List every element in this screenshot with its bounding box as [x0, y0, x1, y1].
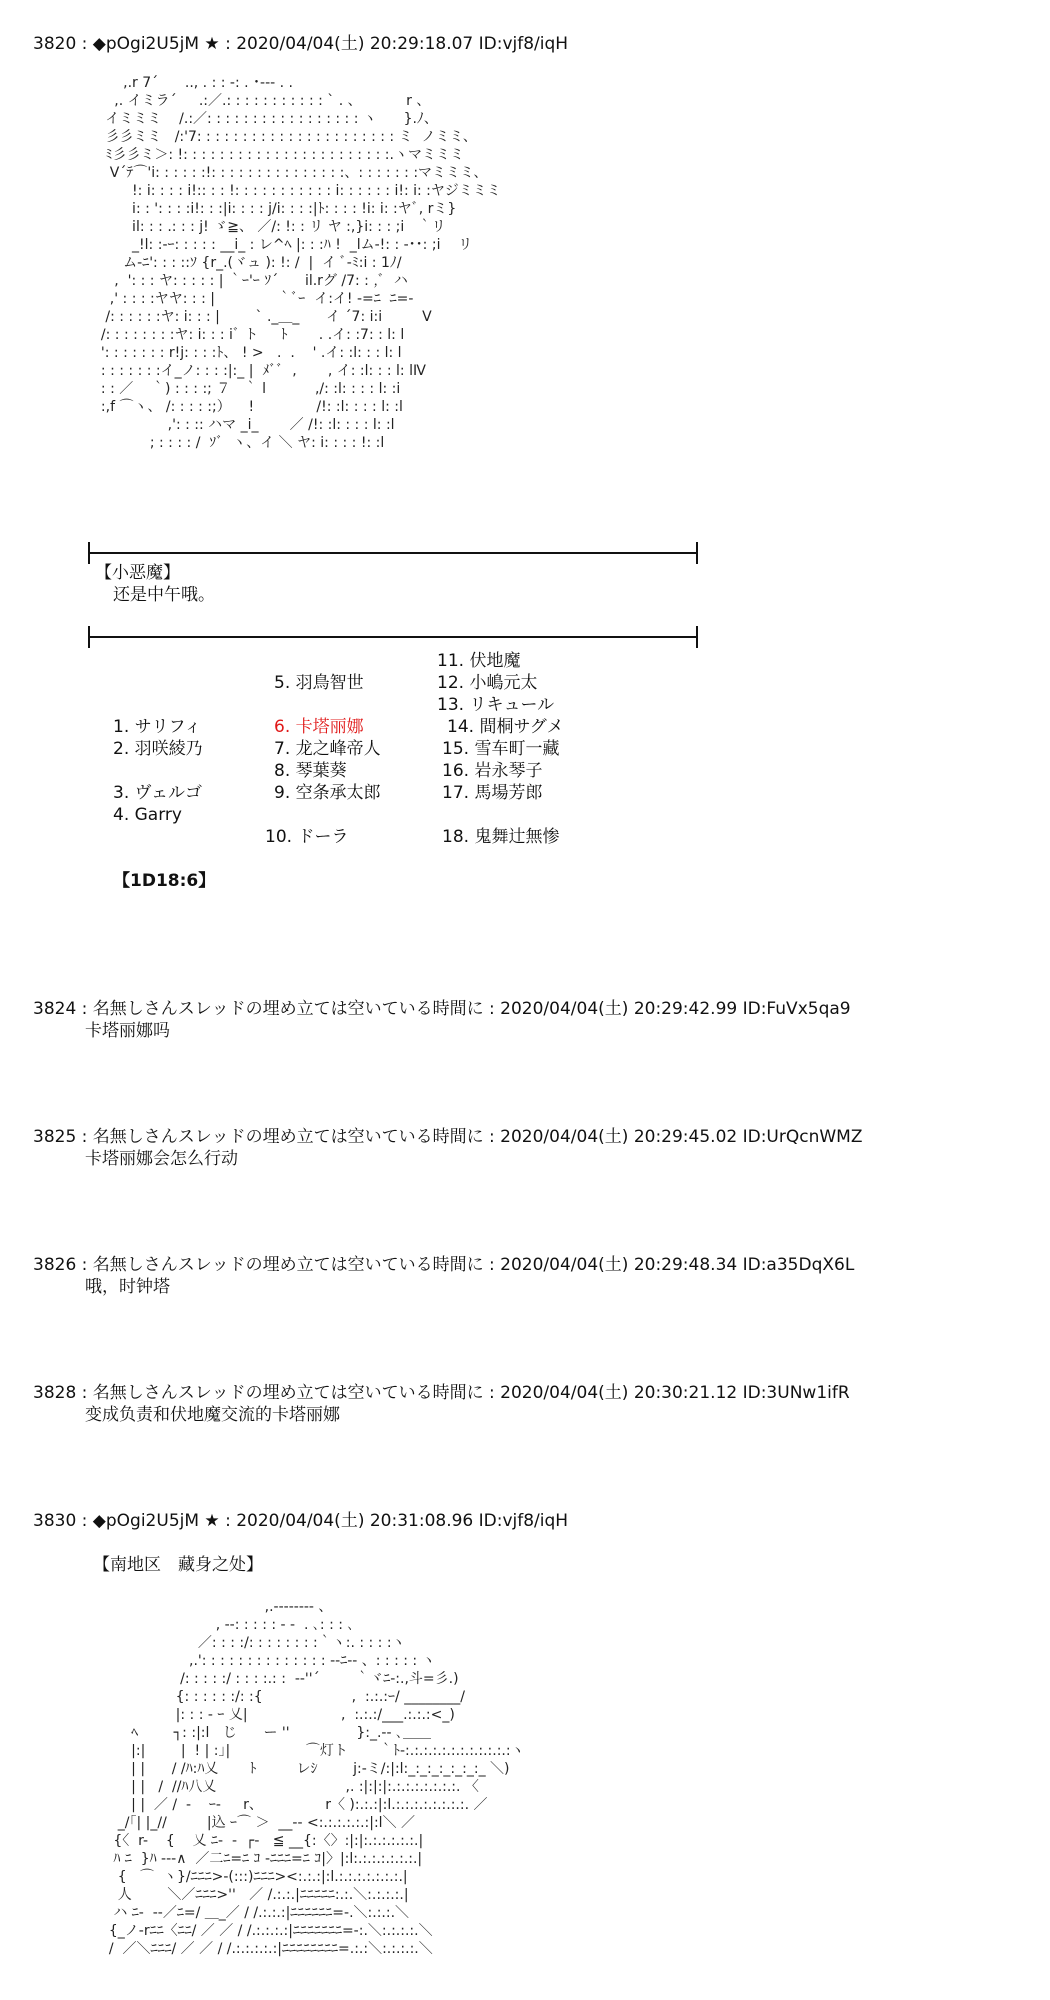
divider-bottom — [88, 636, 698, 638]
divider-top-left-tick — [88, 542, 90, 564]
choice-item: 17. 馬場芳郎 — [442, 783, 543, 803]
post-header-3820: 3820 : ◆pOgi2U5jM ★ : 2020/04/04(土) 20:29:18.07 ID:vjf8/iqH — [33, 34, 569, 54]
choice-item: 10. ドーラ — [265, 827, 349, 847]
choice-item: 18. 鬼舞辻無惨 — [442, 827, 560, 847]
dialogue-line: 还是中午哦。 — [113, 585, 215, 605]
choice-item: 1. サリフィ — [113, 717, 202, 737]
scene-label: 【南地区 藏身之处】 — [93, 1555, 263, 1575]
choice-item: 2. 羽咲綾乃 — [113, 739, 203, 759]
dice-result: 【1D18:6】 — [113, 871, 216, 891]
post-header-3824: 3824 : 名無しさんスレッドの埋め立ては空いている時間に : 2020/04/04(土) 20:29:42.99 ID:FuVx5qa9 — [33, 999, 851, 1019]
post-header-3830: 3830 : ◆pOgi2U5jM ★ : 2020/04/04(土) 20:31:08.96 ID:vjf8/iqH — [33, 1511, 569, 1531]
divider-bottom-right-tick — [696, 626, 698, 648]
ascii-art-character: ,.r 7´ .., . : : ‐: . ･‐-- . . ,. イミラ´ .:／.: : : : : : : : : : : ` . 、 r 、 イミミミ /.:／: : : : : : : : : : : : : : : : : ヽ }.ﾉ、 彡彡ミミ /:'7: : : : : : : : : : : : : : : : : : : : : : ミ ノミミ、 ﾐ彡彡ミ＞: !: : : : : : : : : : : : : : : : : : : : : : :.ヽマミミミ V´ﾃ⌒'i: : : : : :!: : : : : : : : : : : : : : :、: : : : : : :マミミミ、 !: i: : : : i!:: : : !: : : : : : : : : : : i: : : : : : i!: i: :ヤジミミミ i: : ': : : :i!: : :|i: : : : j/i: : : :|ﾄ: : : : !i: i: :ヤﾞ, rミ} il: : : .: : : j! ゞ≧、 ／/: !: : リ ヤ :,}i: : : ;i ｀リ _!l: :-ｰ: : : : : __i_ : レ^ﾍ |: : :ﾊ ! _lム-!: : ‐･･: ;i リ ム‐ﾆ': : : ::ｿ {r_.(ヾュ ): !: / | イ ﾞ‐ﾐ:i : 1ﾉ/ , ': : : ヤ: : : : : | ｀ｰ'ｰ ｿ´ il.rグ /7: : ,ﾞ ハ ,' : : : :ヤヤ: : : | ｀ﾞｰ イ:イ! -=ﾆ ﾆ=- /: : : : : :ヤ: i: : : | ` ._＿_ イ ´7: i:i V /: : : : : : : :ヤ: i: : : iﾞ ト ﾄ . .イ: :7: : l: l ': : : : : : : r!j: : : :ﾄ、 ! > . . ' .イ: :l: : : l: l : : : : : : :イ_ノ: : : :|:_ | ﾒﾞﾞ , , イ: :l: : : l: lⅣ : : ／ ｀) : : : :; ７ ｀ l ,/: :l: : : : l: :i :,f ⌒ヽ、 /: : : : :;） ! /!: :l: : : : l: :l ,': : :: ハマ _i_ ／ /!: :l: : : : l: :l ; : : : : / ｿﾞ ヽ、イ ＼ ヤ: i: : : : !: :l — [100, 75, 501, 451]
post-body-3828: 变成负责和伏地魔交流的卡塔丽娜 — [85, 1405, 340, 1425]
post-header-3825: 3825 : 名無しさんスレッドの埋め立ては空いている時間に : 2020/04/04(土) 20:29:45.02 ID:UrQcnWMZ — [33, 1127, 863, 1147]
choice-item: 3. ヴェルゴ — [113, 783, 202, 803]
post-body-3825: 卡塔丽娜会怎么行动 — [85, 1149, 238, 1169]
choice-item: 4. Garry — [113, 805, 182, 825]
divider-top-right-tick — [696, 542, 698, 564]
divider-bottom-left-tick — [88, 626, 90, 648]
ascii-art-scene: ,.-‐‐‐‐‐‐- 、 , -‐: : : : : ‐ - . ､: : : ､ ／: : : :/: : : : : : : :｀ヽ:. : : : :ヽ ,.': : : : : : : : : : : : : : -‐ﾆ‐- 、: : : : : ヽ /: : : : :/ : : : :.: : -‐''´ ｀ヾﾆ-:.,斗=彡.) {: : : : : :/: :{ , :.:.:ｰ/ ________/ |: : : ‐ ｰ 乂| , :.:.:/___.:.:.:<_) ﾍ ┐: :|:l じ ー '' }:_.-‐ ､＿＿ |:| | ! | :｣| ⌒灯ト ｀ﾄ-:.:.:.:.:.:.:.:.:.:.:.:ヽ | | / /ﾊ:ﾊ乂 ﾄ レｼ j:-ミ/:|:l:_:_:_:_:_:_:_ ＼) | | / //ﾊ八乂 ,. :|:|:|:.:.:.:.:.:.:.:. 〈 | | ／ / - ｰ- r、 r〈 ):.:.:|:l.:.:.:.:.:.:.:.:. ／ _/｢| |_// |込 ｰ⌒ ＞ __-‐ <:.:.:.:.:.:|:l＼ ／ {〈 r- { 乂 ﾆ- - ┌‐ ≦ __{:〈〉:|:|:.:.:.:.:.:.| ﾊ ﾆ }ﾊ ---∧ ／二ﾆ=ﾆ ｺ -ﾆﾆﾆ=ﾆ ｺ|〉|:l:.:.:.:.:.:.:.| { ⌒ ヽ}/ﾆﾆﾆ>-(:::)ﾆﾆﾆ><:.:.:|:l.:.:.:.:.:.:.:.| 人 ＼／ﾆﾆﾆ>'' ／ /.:.:.|ﾆﾆﾆﾆﾆ:.:.＼:.:.:.:.| ハ ﾆ- -‐／ﾆ=/ ＿_／ / /.:.:.:|ﾆﾆﾆﾆﾆﾆ=-.＼:.:.:.＼ {_ノ-rﾆﾆ〈ﾆﾆ/ ／ ／ / /.:.:.:.:|ﾆﾆﾆﾆﾆﾆﾆ=-:.＼:.:.:.:.＼ / ／＼ﾆﾆﾆ/ ／ ／ / /.:.:.:.:.:|ﾆﾆﾆﾆﾆﾆﾆﾆ=.:.:＼:.:.:.:.＼ — [108, 1599, 525, 1957]
choice-item: 8. 琴葉葵 — [274, 761, 347, 781]
choice-item: 9. 空条承太郎 — [274, 783, 381, 803]
choice-item: 16. 岩永琴子 — [442, 761, 543, 781]
choice-item: 12. 小嶋元太 — [437, 673, 538, 693]
choice-item: 11. 伏地魔 — [437, 651, 521, 671]
choice-item-selected: 6. 卡塔丽娜 — [274, 717, 364, 737]
choice-item: 5. 羽鳥智世 — [274, 673, 364, 693]
speaker-label: 【小恶魔】 — [95, 563, 180, 583]
choice-item: 7. 龙之峰帝人 — [274, 739, 381, 759]
divider-top — [88, 552, 698, 554]
post-body-3826: 哦，时钟塔 — [85, 1277, 170, 1297]
choice-item: 14. 間桐サグメ — [447, 717, 564, 737]
choice-item: 15. 雪车町一藏 — [442, 739, 560, 759]
post-header-3826: 3826 : 名無しさんスレッドの埋め立ては空いている時間に : 2020/04/04(土) 20:29:48.34 ID:a35DqX6L — [33, 1255, 855, 1275]
post-header-3828: 3828 : 名無しさんスレッドの埋め立ては空いている時間に : 2020/04/04(土) 20:30:21.12 ID:3UNw1ifR — [33, 1383, 850, 1403]
post-body-3824: 卡塔丽娜吗 — [85, 1021, 170, 1041]
choice-item: 13. リキュール — [437, 695, 555, 715]
